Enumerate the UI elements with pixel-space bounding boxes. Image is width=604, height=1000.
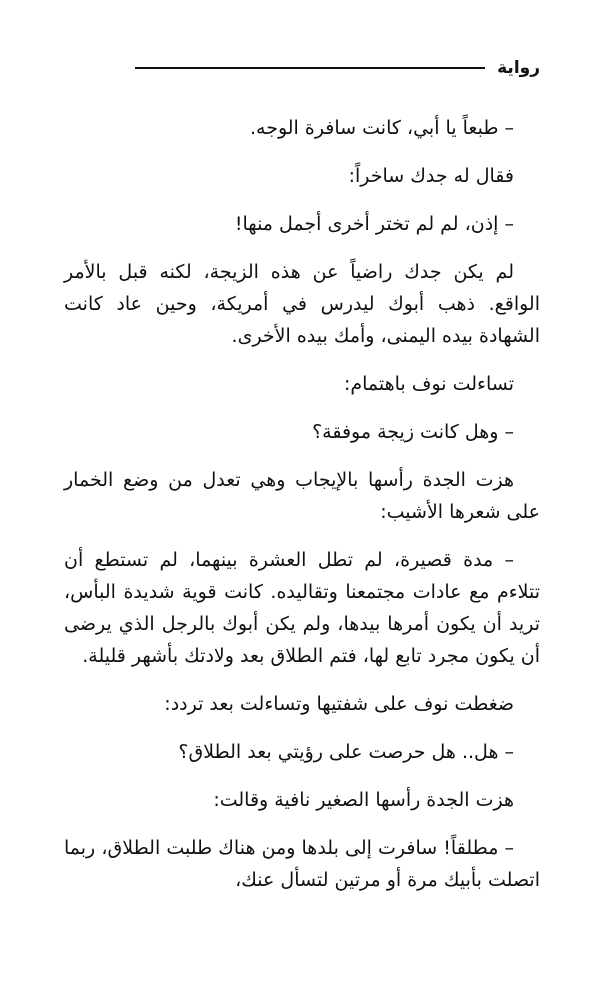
paragraph: – إذن، لم لم تختر أخرى أجمل منها! xyxy=(234,213,514,235)
paragraph: – طبعاً يا أبي، كانت سافرة الوجه. xyxy=(249,117,514,139)
paragraph: فقال له جدك ساخراً: xyxy=(348,165,514,187)
running-header-title: رواية xyxy=(497,58,540,78)
paragraph: لم يكن جدك راضياً عن هذه الزيجة، لكنه قبل بالأمر الواقع. ذهب أبوك ليدرس في أمريكة، وحين عاد كانت الشهادة بيده اليمنى، وأمك بيده الأخرى. xyxy=(64,261,540,347)
header-rule xyxy=(135,67,485,69)
paragraph: ضغطت نوف على شفتيها وتساءلت بعد تردد: xyxy=(164,693,514,715)
body-text xyxy=(64,112,540,896)
paragraph: هزت الجدة رأسها بالإيجاب وهي تعدل من وضع الخمار على شعرها الأشيب: xyxy=(64,469,540,523)
paragraph: – وهل كانت زيجة موفقة؟ xyxy=(312,421,514,443)
paragraph: – مطلقاً! سافرت إلى بلدها ومن هناك طلبت الطلاق، ربما اتصلت بأبيك مرة أو مرتين لتسأل عنك، xyxy=(64,837,540,891)
paragraph: تساءلت نوف باهتمام: xyxy=(343,373,514,395)
paragraph: – مدة قصيرة، لم تطل العشرة بينهما، لم تستطع أن تتلاءم مع عادات مجتمعنا وتقاليده. كانت قوية شديدة البأس، تريد أن يكون أمرها بيدها، ولم يكن أبوك بالرجل الذي يرضى أن يكون مجرد تابع لها، فتم الطلاق بعد ولادتك بأشهر قليلة. xyxy=(64,549,540,667)
running-header xyxy=(135,56,540,80)
paragraph: – هل.. هل حرصت على رؤيتي بعد الطلاق؟ xyxy=(178,741,514,763)
paragraph: هزت الجدة رأسها الصغير نافية وقالت: xyxy=(213,789,514,811)
